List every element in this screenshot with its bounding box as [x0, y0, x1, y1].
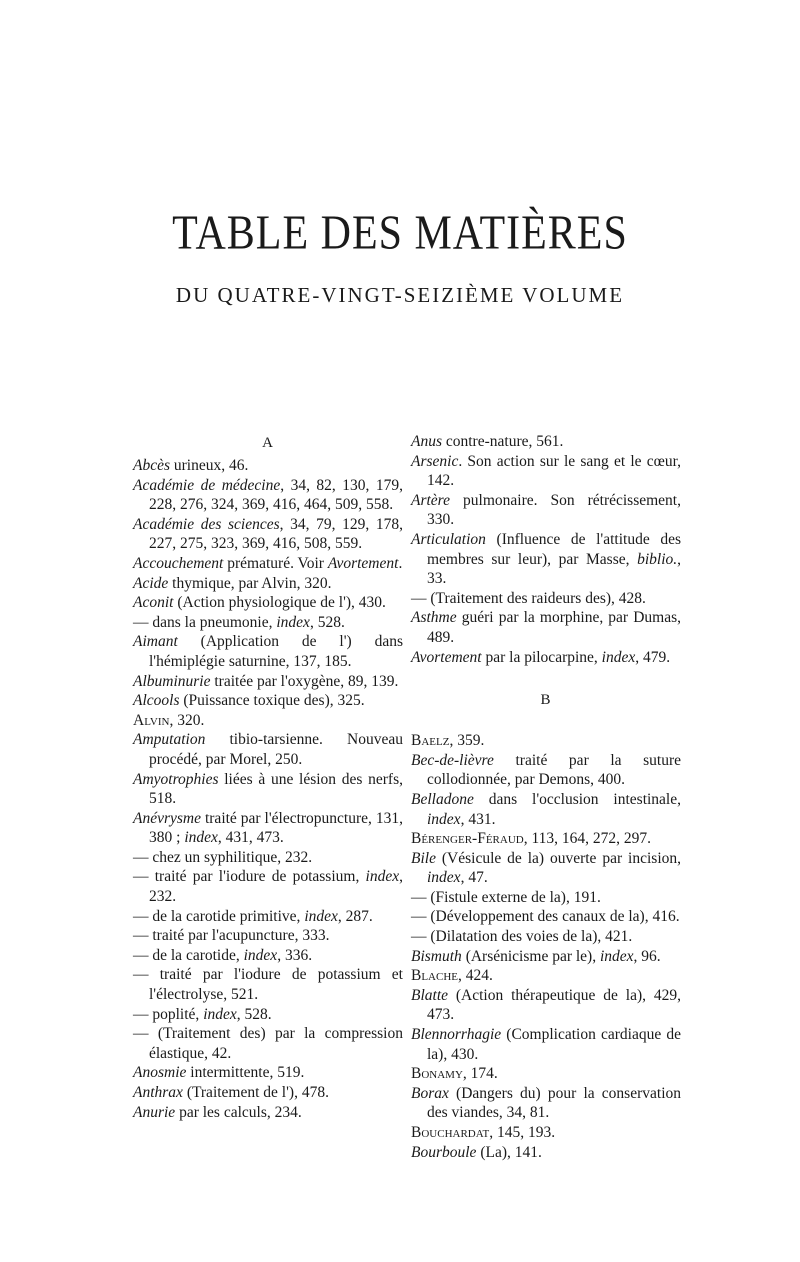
entry-pages: , 431, 473.	[217, 829, 284, 847]
index-entry	[411, 589, 681, 609]
entry-ref: index	[203, 1005, 237, 1023]
entry-text: (Vésicule de la) ouverte par incision,	[435, 849, 681, 867]
entry-text: (Traitement des) par la compression élastique, 42.	[148, 1025, 403, 1062]
entry-text: de la carotide,	[148, 946, 244, 964]
index-entry	[411, 1025, 681, 1064]
entry-text: traité par l'iodure de potassium,	[148, 868, 366, 886]
entry-heading: Bourboule	[411, 1143, 477, 1161]
section-letter-a: A	[262, 435, 274, 451]
index-entry	[133, 632, 403, 671]
entry-heading: Accouchement	[133, 554, 224, 572]
entry-text: , 424.	[458, 967, 493, 985]
entry-text: (Action physiologique de l'), 430.	[173, 594, 386, 612]
entry-text: prématuré. Voir	[223, 554, 328, 572]
entry-heading: Anévrysme	[133, 809, 201, 827]
entry-text: contre-nature, 561.	[442, 433, 564, 450]
entry-ref: index	[601, 648, 636, 666]
index-entry	[133, 867, 403, 906]
entry-heading: Baelz	[411, 732, 450, 750]
entry-text: (Action thérapeutique de la), 429, 473.	[427, 986, 681, 1024]
index-entry	[411, 491, 681, 530]
entry-pages: , 232.	[149, 868, 403, 906]
entry-heading: Avortement	[411, 648, 482, 666]
entry-text: (Influence de l'attitude des membres sur leur), par Masse,	[427, 530, 681, 568]
entry-text: urineux, 46.	[170, 457, 249, 474]
entry-heading: Bile	[411, 849, 436, 867]
entry-ref: index	[184, 829, 218, 847]
entry-text: , 113, 164, 272, 297.	[523, 830, 652, 848]
entry-heading: Acide	[133, 574, 169, 592]
entry-heading: —	[133, 613, 149, 631]
entry-heading: Anthrax	[133, 1084, 183, 1101]
entry-heading: Bonamy	[411, 1065, 463, 1083]
entry-heading: Anosmie	[133, 1064, 187, 1082]
index-entry	[411, 530, 681, 589]
entry-text: par la pilocarpine,	[481, 648, 602, 666]
entry-text: thymique, par Alvin, 320.	[168, 574, 332, 592]
entry-text: traitée par l'oxygène, 89, 139.	[210, 672, 399, 690]
index-entry	[411, 1064, 681, 1084]
entry-pages: , 96.	[633, 947, 661, 965]
index-entry	[411, 608, 681, 647]
entry-heading: Abcès	[133, 457, 171, 474]
entry-ref: Avortement	[327, 554, 399, 572]
entries-a-continued	[411, 432, 681, 667]
entry-text: poplité,	[148, 1005, 204, 1023]
entry-heading: Blatte	[411, 986, 449, 1004]
entries-a	[133, 456, 403, 1122]
entry-text: , 34, 82, 130, 179, 228, 276, 324, 369, 416, 464, 509, 558.	[149, 476, 403, 514]
entry-ref: index	[427, 869, 461, 887]
entry-pages: , 336.	[277, 946, 313, 964]
entry-heading: —	[411, 928, 427, 946]
entry-pages: , 287.	[337, 907, 373, 925]
entries-b	[411, 731, 681, 1162]
entry-text: (Dilatation des voies de la), 421.	[426, 928, 633, 946]
entry-text: (Complication cardiaque de la), 430.	[427, 1026, 681, 1063]
index-entry	[411, 790, 681, 829]
entry-text: (Développement des canaux de la), 416.	[426, 908, 680, 926]
entry-heading: Aconit	[133, 594, 174, 612]
entry-heading: Académie des sciences	[133, 515, 280, 533]
entry-heading: Blennorrhagie	[411, 1026, 502, 1044]
entry-heading: Blache	[411, 967, 459, 985]
entry-text: par les calculs, 234.	[175, 1103, 302, 1121]
entry-heading: —	[133, 907, 149, 925]
index-entry	[411, 927, 681, 947]
index-entry	[133, 965, 403, 1004]
page-title: TABLE DES MATIÈRES	[172, 207, 628, 261]
index-entry	[133, 848, 403, 868]
entry-heading: Articulation	[411, 530, 486, 548]
entry-heading: —	[133, 966, 149, 984]
index-entry	[411, 648, 681, 668]
entry-text: , 34, 79, 129, 178, 227, 275, 323, 369, 416, 508, 559.	[149, 515, 403, 553]
entry-text: traité par la suture collodionnée, par Demons, 400.	[427, 751, 681, 789]
entry-text: (Arsénicisme par le),	[461, 947, 600, 965]
entry-heading: Bérenger-Féraud	[411, 830, 524, 848]
entry-heading: Académie de médecine	[133, 476, 281, 494]
index-entry	[133, 672, 403, 692]
entry-ref: biblio.	[637, 550, 678, 568]
entry-heading: Artère	[411, 491, 451, 509]
index-entry	[133, 1103, 403, 1123]
entry-heading: Asthme	[411, 609, 457, 627]
index-entry	[133, 1024, 403, 1063]
entry-pages: , 528.	[236, 1005, 272, 1023]
entry-text: , 174.	[462, 1065, 498, 1083]
index-entry	[133, 456, 403, 476]
entry-heading: —	[133, 848, 149, 866]
index-entry	[411, 751, 681, 790]
entry-text: , 145, 193.	[489, 1124, 556, 1141]
index-entry	[133, 574, 403, 594]
index-entry	[411, 966, 681, 986]
index-entry	[411, 731, 681, 751]
entry-text: (Dangers du) pour la conservation des viandes, 34, 81.	[427, 1084, 681, 1122]
index-entry	[411, 1084, 681, 1123]
entry-text: (Application de l') dans l'hémiplégie saturnine, 137, 185.	[149, 633, 403, 670]
right-column	[411, 432, 681, 1162]
entry-heading: Alcools	[133, 692, 180, 710]
entry-ref: index	[276, 613, 310, 631]
entry-text: traité par l'iodure de potassium et l'électrolyse, 521.	[148, 966, 403, 1004]
entry-pages: , 528.	[309, 613, 345, 631]
entry-heading: Amyotrophies	[133, 770, 219, 788]
entry-text: de la carotide primitive,	[148, 907, 305, 925]
index-entry	[411, 432, 681, 452]
section-letter-b: B	[540, 692, 552, 709]
index-entry	[133, 1083, 403, 1103]
entry-heading: Aimant	[133, 633, 178, 651]
entry-heading: —	[133, 927, 149, 945]
entry-ref: index	[365, 868, 400, 886]
entry-heading: Arsenic	[411, 452, 459, 470]
entry-text: traité par l'acupuncture, 333.	[148, 927, 330, 945]
entry-text: (Traitement des raideurs des), 428.	[426, 589, 646, 607]
left-column	[133, 432, 403, 1122]
index-entry	[133, 691, 403, 711]
entry-heading: Alvin	[133, 711, 170, 729]
entry-pages: , 33.	[427, 550, 681, 588]
entry-ref: index	[304, 907, 338, 925]
entry-text: (Traitement de l'), 478.	[182, 1084, 329, 1101]
entry-heading: Anus	[411, 433, 442, 450]
entry-text: dans la pneumonie,	[148, 613, 277, 631]
index-entry	[133, 593, 403, 613]
entry-heading: Belladone	[411, 790, 474, 808]
index-entry	[133, 1063, 403, 1083]
entry-heading: —	[133, 946, 149, 964]
entry-text: intermittente, 519.	[186, 1064, 305, 1082]
index-entry	[133, 926, 403, 946]
entry-text: , 359.	[449, 732, 485, 750]
index-entry	[411, 888, 681, 908]
index-entry	[133, 730, 403, 769]
entry-text: tibio-tarsienne. Nouveau procédé, par Morel, 250.	[149, 731, 403, 768]
entry-heading: —	[411, 888, 427, 906]
index-entry	[133, 907, 403, 927]
index-entry	[133, 770, 403, 809]
entry-heading: —	[133, 1005, 149, 1023]
entry-text: liées à une lésion des nerfs, 518.	[149, 770, 403, 808]
index-entry	[411, 1143, 681, 1163]
index-entry	[411, 947, 681, 967]
entry-text: dans l'occlusion intestinale,	[473, 790, 681, 808]
entry-text: (Puissance toxique des), 325.	[179, 692, 365, 710]
index-entry	[411, 829, 681, 849]
entry-pages: , 431.	[460, 810, 496, 828]
index-entry	[133, 554, 403, 574]
entry-pages: , 479.	[635, 648, 671, 666]
index-entry	[133, 809, 403, 848]
index-entry	[133, 515, 403, 554]
entry-ref: index	[243, 946, 278, 964]
entry-text: , 320.	[169, 711, 205, 729]
index-entry	[133, 711, 403, 731]
entry-text: traité par l'électropuncture, 131, 380 ;	[149, 809, 403, 847]
entry-heading: —	[411, 908, 427, 926]
entry-heading: —	[411, 589, 427, 607]
entry-ref: index	[427, 810, 461, 828]
entry-heading: Albuminurie	[133, 672, 211, 690]
entry-heading: Bismuth	[411, 947, 462, 965]
entry-heading: Amputation	[133, 731, 206, 749]
entry-heading: Bec-de-lièvre	[411, 751, 494, 769]
index-entry	[411, 1123, 681, 1143]
entry-heading: —	[133, 868, 149, 886]
index-entry	[411, 986, 681, 1025]
index-entry	[411, 849, 681, 888]
entry-heading: —	[133, 1025, 149, 1043]
entry-text: chez un syphilitique, 232.	[148, 848, 313, 866]
entry-text: (Fistule externe de la), 191.	[426, 888, 601, 906]
entry-heading: Anurie	[133, 1103, 176, 1121]
entry-pages: .	[398, 554, 403, 572]
index-entry	[133, 476, 403, 515]
index-entry	[411, 452, 681, 491]
entry-pages: , 47.	[460, 869, 488, 887]
entry-text: guéri par la morphine, par Dumas, 489.	[427, 609, 681, 646]
entry-heading: Bouchardat	[411, 1124, 490, 1141]
entry-ref: index	[599, 947, 634, 965]
index-entry	[133, 1005, 403, 1025]
index-entry	[133, 946, 403, 966]
index-entry	[133, 613, 403, 633]
index-entry	[411, 907, 681, 927]
page-subtitle: DU QUATRE-VINGT-SEIZIÈME VOLUME	[175, 283, 625, 307]
entry-text: (La), 141.	[476, 1143, 542, 1161]
entry-heading: Borax	[411, 1084, 449, 1102]
entry-text: . Son action sur le sang et le cœur, 142.	[427, 452, 681, 490]
entry-text: pulmonaire. Son rétrécissement, 330.	[427, 491, 681, 529]
